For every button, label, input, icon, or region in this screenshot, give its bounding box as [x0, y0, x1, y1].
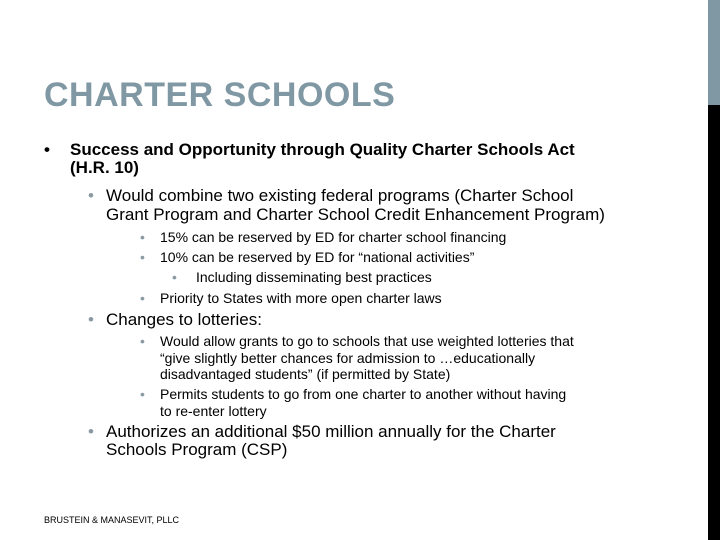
dark-side-bar	[708, 105, 720, 540]
bullet-icon: •	[140, 249, 145, 265]
footer-firm-name: BRUSTEIN & MANASEVIT, PLLC	[44, 515, 180, 525]
bullet-icon: •	[88, 186, 94, 205]
bullet-level3	[140, 229, 507, 246]
bullet-icon: •	[172, 269, 177, 285]
bullet-text: to re-enter lottery	[160, 402, 267, 419]
bullet-level1	[44, 140, 575, 177]
bullet-text: 15% can be reserved by ED for charter school financing	[160, 229, 507, 245]
bullet-icon: •	[140, 229, 145, 245]
bullet-text: Changes to lotteries:	[106, 310, 262, 329]
bullet-text: Would allow grants to go to schools that use weighted lotteries that	[160, 333, 574, 349]
bullet-text: Would combine two existing federal programs (Charter School	[106, 186, 574, 205]
bullet-level2	[88, 422, 556, 459]
bullet-icon: •	[140, 386, 145, 402]
bullet-icon: •	[88, 310, 94, 329]
bullet-text: Grant Program and Charter School Credit Enhancement Program)	[106, 205, 605, 224]
bullet-text: Permits students to go from one charter to another without having	[160, 386, 567, 402]
bullet-icon: •	[44, 140, 50, 159]
bullet-level3	[140, 333, 574, 383]
bullet-level3	[140, 386, 567, 419]
bullet-text: Schools Program (CSP)	[106, 440, 288, 459]
bullet-level3	[140, 249, 475, 266]
bullet-level2	[88, 186, 605, 224]
bullet-text: Authorizes an additional $50 million annually for the Charter	[106, 422, 556, 441]
bullet-level4	[172, 269, 432, 286]
bullet-level2	[88, 310, 262, 329]
slide-title: CHARTER SCHOOLS	[44, 76, 396, 114]
bullet-icon: •	[140, 333, 145, 349]
accent-bar	[708, 0, 720, 105]
bullet-text: Including disseminating best practices	[196, 269, 432, 285]
bullet-level3	[140, 290, 442, 307]
bullet-text: (H.R. 10)	[70, 158, 139, 177]
bullet-icon: •	[88, 422, 94, 441]
bullet-text: Priority to States with more open charter laws	[160, 290, 442, 306]
bullet-text: disadvantaged students” (if permitted by State)	[160, 366, 451, 382]
bullet-text: “give slightly better chances for admission to …educationally	[160, 349, 536, 366]
bullet-text: 10% can be reserved by ED for “national activities”	[160, 249, 475, 265]
bullet-text: Success and Opportunity through Quality Charter Schools Act	[70, 140, 575, 159]
bullet-icon: •	[140, 290, 145, 306]
